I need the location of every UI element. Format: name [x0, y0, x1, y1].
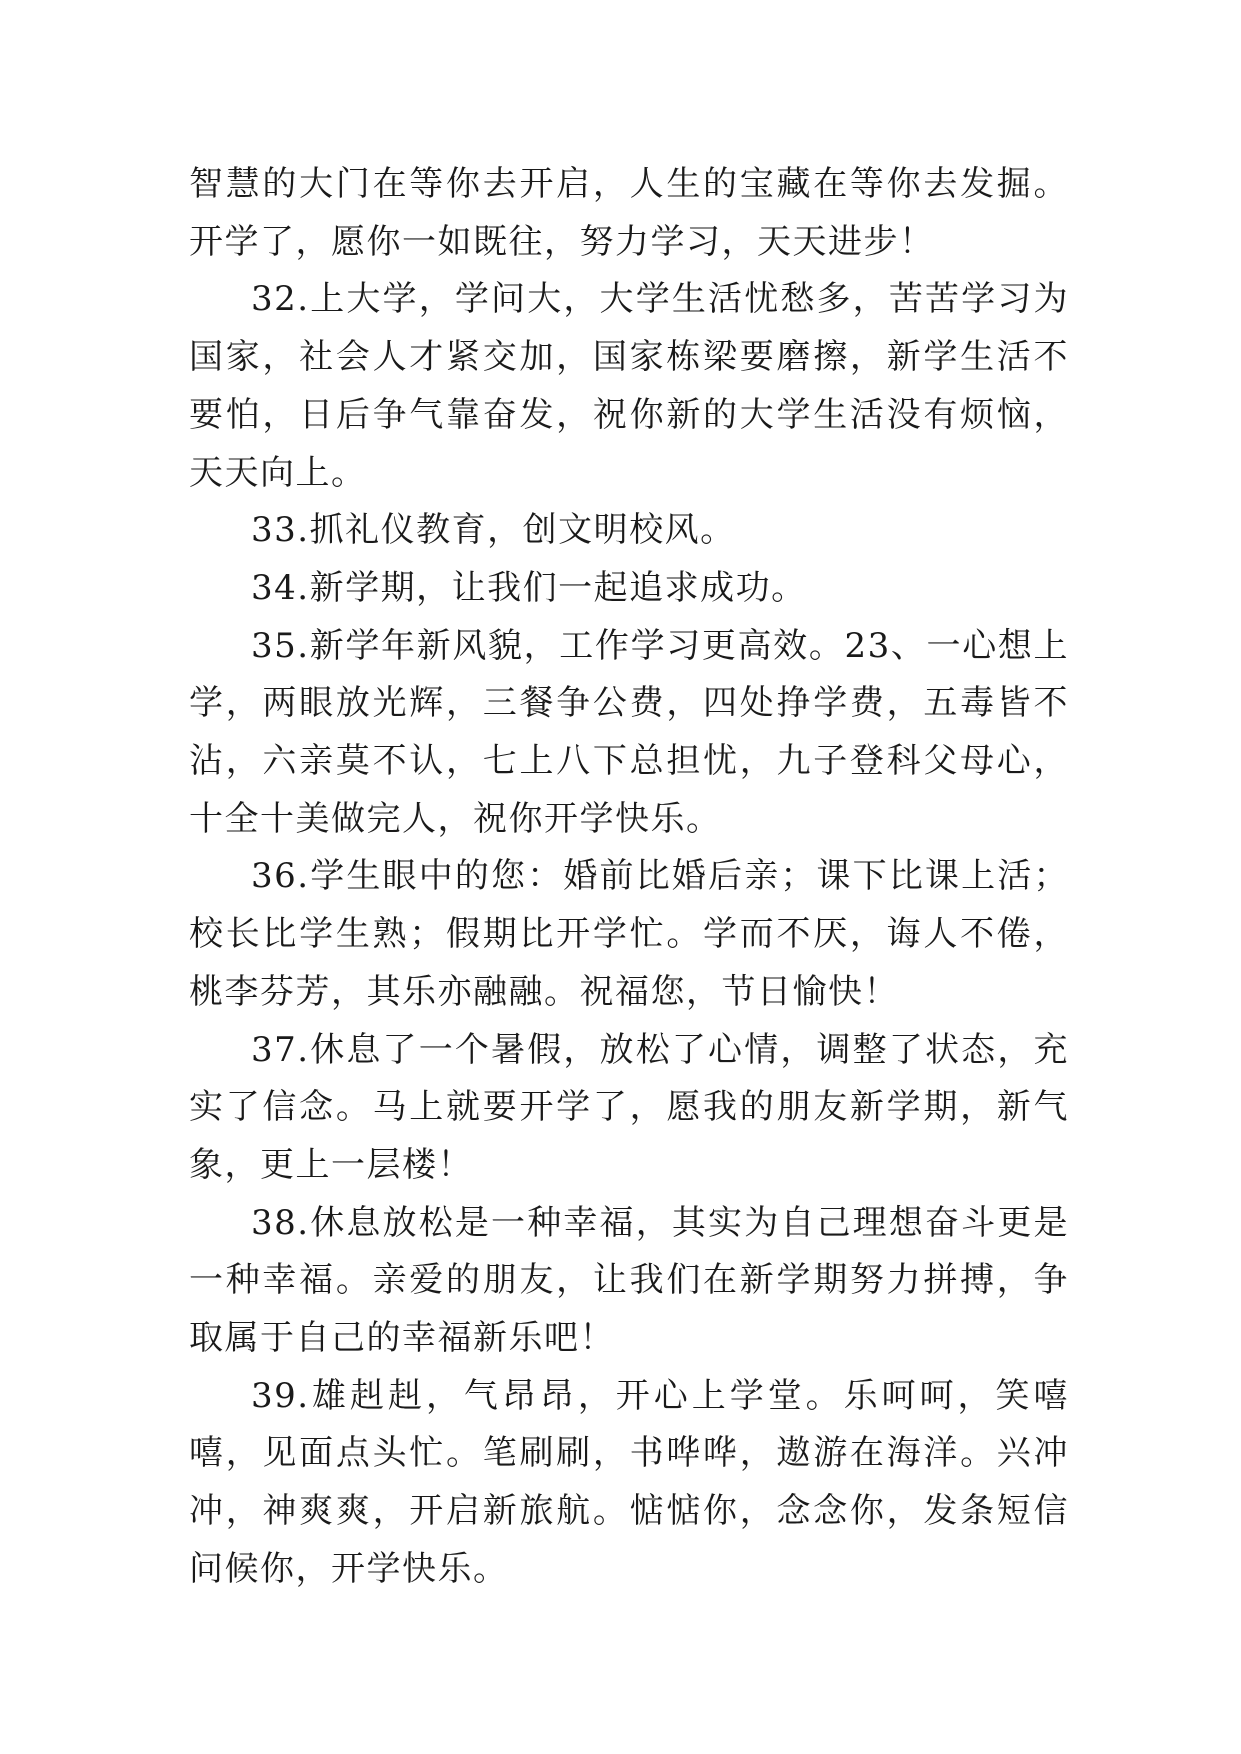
paragraph-36: 36.学生眼中的您：婚前比婚后亲；课下比课上活；校长比学生熟；假期比开学忙。学而不厌，诲人不倦，桃李芬芳，其乐亦融融。祝福您，节日愉快！: [189, 856, 1069, 1012]
paragraph-34: 34.新学期，让我们一起追求成功。: [251, 567, 807, 608]
paragraph-32: 32.上大学，学问大，大学生活忧愁多，苦苦学习为国家，社会人才紧交加，国家栋梁要磨擦，新学生活不要怕，日后争气靠奋发，祝你新的大学生活没有烦恼，天天向上。: [189, 279, 1069, 493]
document-body: [189, 156, 1069, 1599]
paragraph-35: 35.新学年新风貌，工作学习更高效。23、一心想上学，两眼放光辉，三餐争公费，四处挣学费，五毒皆不沾，六亲莫不认，七上八下总担忧，九子登科父母心，十全十美做完人，祝你开学快乐。: [189, 625, 1069, 839]
paragraph-38: 38.休息放松是一种幸福，其实为自己理想奋斗更是一种幸福。亲爱的朋友，让我们在新学期努力拼搏，争取属于自己的幸福新乐吧！: [189, 1202, 1069, 1359]
paragraph-intro: 智慧的大门在等你去开启，人生的宝藏在等你去发掘。开学了，愿你一如既往，努力学习，天天进步！: [189, 164, 1069, 262]
paragraph-33: 33.抓礼仪教育，创文明校风。: [251, 510, 736, 551]
paragraph-37: 37.休息了一个暑假，放松了心情，调整了状态，充实了信念。马上就要开学了，愿我的朋友新学期，新气象，更上一层楼！: [189, 1029, 1069, 1185]
paragraph-39: 39.雄赳赳，气昂昂，开心上学堂。乐呵呵，笑嘻嘻，见面点头忙。笔刷刷，书哗哗，遨游在海洋。兴冲冲，神爽爽，开启新旅航。惦惦你，念念你，发条短信问候你，开学快乐。: [189, 1375, 1069, 1589]
